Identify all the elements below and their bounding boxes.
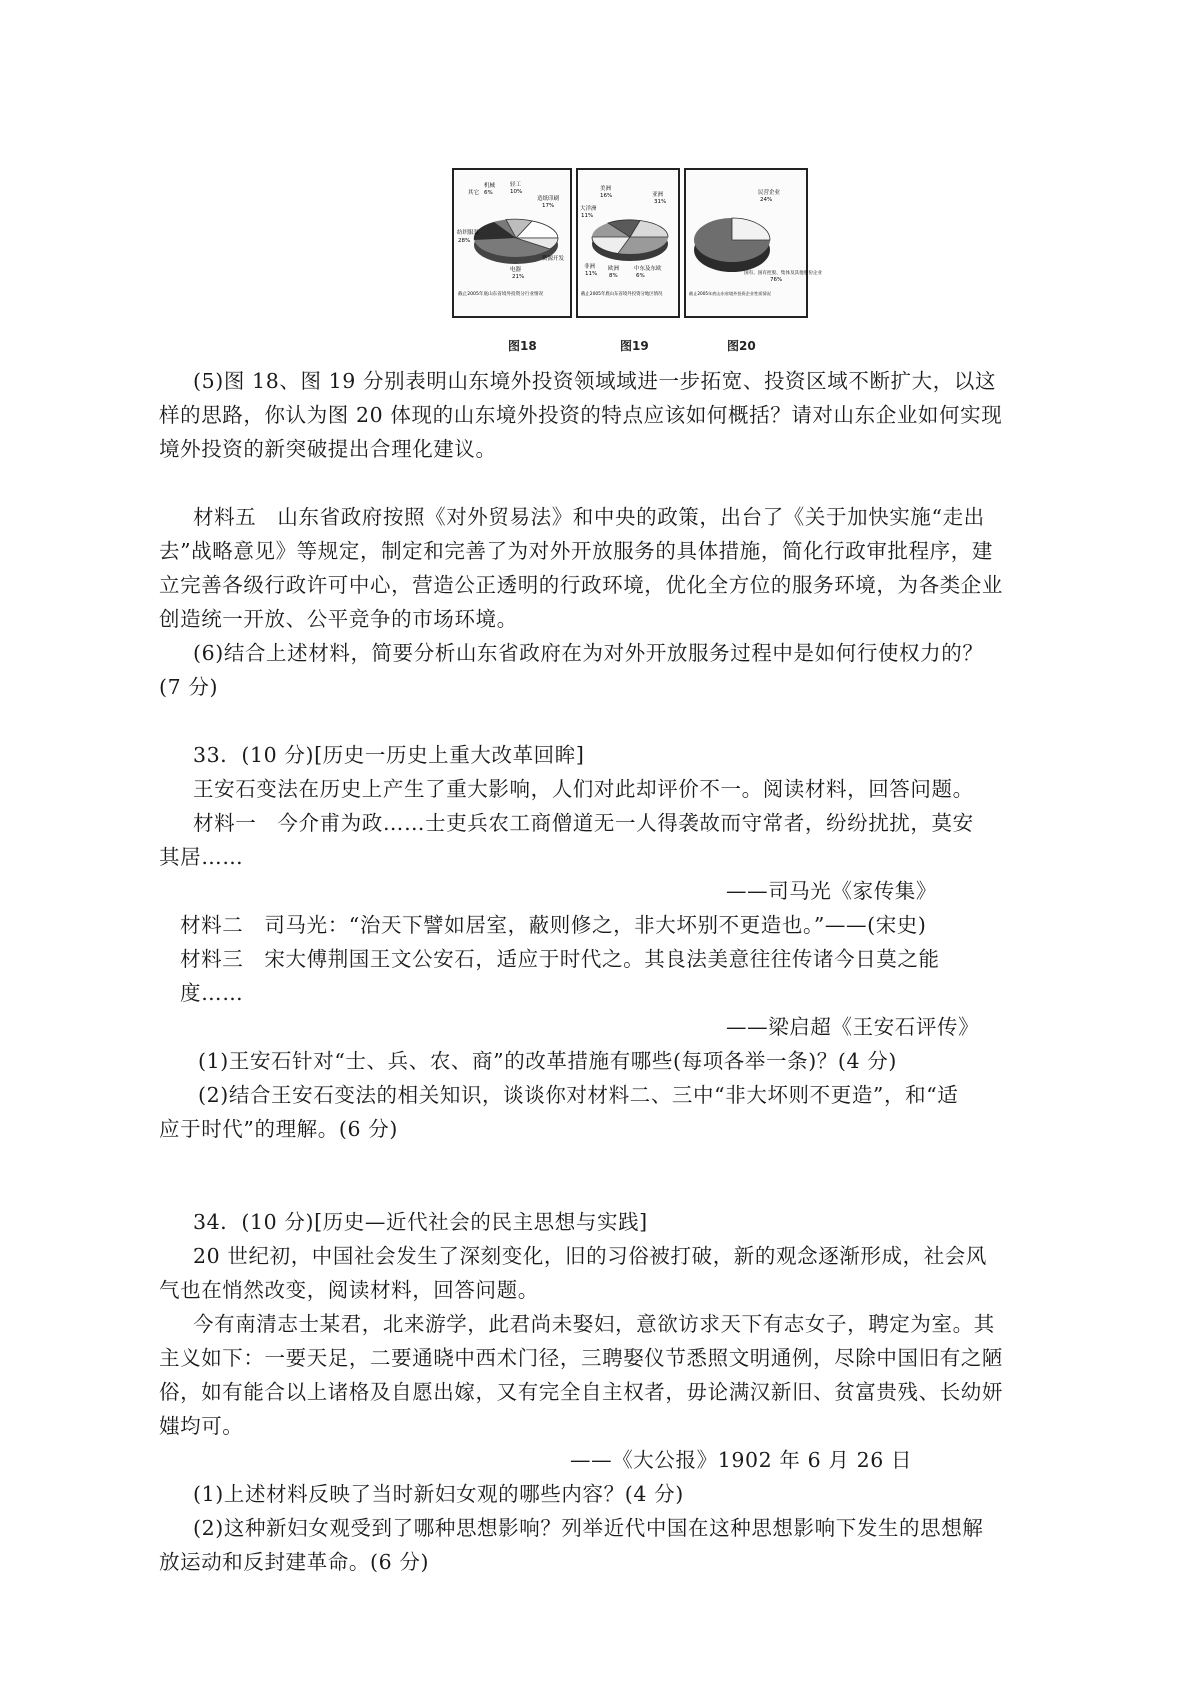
fig19-value-1: 31% bbox=[654, 199, 667, 205]
figure-19 bbox=[576, 168, 680, 318]
q6-line-1: (6)结合上述材料，简要分析山东省政府在为对外开放服务过程中是如何行使权力的？ bbox=[193, 641, 984, 665]
figure-18-svg bbox=[454, 170, 574, 320]
q34-heading: 34．(10 分)[历史—近代社会的民主思想与实践] bbox=[193, 1210, 648, 1234]
fig18-value-3: 28% bbox=[458, 238, 471, 244]
fig19-label-4: 欧洲 bbox=[608, 266, 620, 272]
q33-material-2: 材料二 司马光：“治天下譬如居室，蔽则修之，非大坏别不更造也。”——(宋史) bbox=[180, 913, 927, 937]
fig19-value-4: 8% bbox=[609, 273, 618, 279]
q34-material-line-1: 今有南清志士某君，北来游学，此君尚未娶妇，意欲访求天下有志女子，聘定为室。其 bbox=[193, 1312, 995, 1336]
material-5-line-3: 立完善各级行政许可中心，营造公正透明的行政环境，优化全方位的服务环境，为各类企业 bbox=[159, 573, 1003, 597]
fig18-value-4: 21% bbox=[512, 274, 525, 280]
fig19-label-3: 非洲 bbox=[584, 264, 596, 270]
figure-19-svg bbox=[578, 170, 682, 320]
q33-material-1-line-1: 材料一 今介甫为政……士吏兵农工商僧道无一人得袭故而守常者，纷纷扰扰，莫安 bbox=[193, 811, 974, 835]
q33-question-2-line-2: 应于时代”的理解。(6 分) bbox=[159, 1117, 398, 1141]
figure-18 bbox=[452, 168, 572, 318]
q33-intro: 王安石变法在历史上产生了重大影响，人们对此却评价不一。阅读材料，回答问题。 bbox=[193, 777, 974, 801]
fig18-label-5: 电器 bbox=[510, 267, 522, 273]
figure-19-caption: 图19 bbox=[620, 339, 649, 353]
material-5-line-4: 创造统一开放、公平竞争的市场环境。 bbox=[159, 607, 518, 631]
fig18-label-1: 机械 bbox=[484, 183, 496, 189]
q6-line-2: (7 分) bbox=[159, 675, 219, 699]
q34-question-1: (1)上述材料反映了当时新妇女观的哪些内容？(4 分) bbox=[193, 1482, 684, 1506]
figure-20-svg bbox=[686, 170, 823, 320]
q34-material-line-3: 俗，如有能合以上诸格及自愿出嫁，又有完全自主权者，毋论满汉新旧、贫富贵残、长幼妍 bbox=[159, 1380, 1003, 1404]
fig19-value-5: 6% bbox=[636, 273, 645, 279]
fig20-note: 截止2005年底山东省境外投资企业性质情况 bbox=[689, 291, 771, 296]
fig19-label-1: 亚洲 bbox=[652, 192, 664, 198]
fig19-value-0: 16% bbox=[600, 193, 613, 199]
q34-material-source: ——《大公报》1902 年 6 月 26 日 bbox=[570, 1448, 913, 1472]
figure-20 bbox=[684, 168, 823, 318]
q34-material-line-2: 主义如下：一要天足，二要通晓中西术门径，三聘娶仪节悉照文明通例，尽除中国旧有之陋 bbox=[159, 1346, 1003, 1370]
q34-question-2-line-1: (2)这种新妇女观受到了哪种思想影响？列举近代中国在这种思想影响下发生的思想解 bbox=[193, 1516, 984, 1540]
q34-intro-line-1: 20 世纪初，中国社会发生了深刻变化，旧的习俗被打破，新的观念逐渐形成，社会风 bbox=[193, 1244, 987, 1268]
q33-material-3-source: ——梁启超《王安石评传》 bbox=[726, 1015, 980, 1039]
fig20-value-1: 76% bbox=[770, 277, 783, 283]
fig19-value-2: 11% bbox=[581, 213, 594, 219]
fig20-label-0: 民营企业 bbox=[758, 190, 781, 196]
fig19-note: 截止2005年底山东省境外投资分地区情况 bbox=[581, 292, 663, 297]
fig18-value-0: 6% bbox=[484, 190, 493, 196]
fig18-label-4: 纺织服装 bbox=[457, 230, 480, 236]
q34-question-2-line-2: 放运动和反封建革命。(6 分) bbox=[159, 1550, 430, 1574]
q33-material-1-source: ——司马光《家传集》 bbox=[726, 879, 937, 903]
q33-heading: 33．(10 分)[历史一历史上重大改革回眸] bbox=[193, 743, 585, 767]
fig18-label-3: 造纸印刷 bbox=[537, 196, 560, 202]
fig19-label-0: 美洲 bbox=[600, 186, 612, 192]
q33-material-3-line-1: 材料三 宋大傅荆国王文公安石，适应于时代之。其良法美意往往传诸今日莫之能 bbox=[180, 947, 940, 971]
fig20-label-1: 国有、国有控股、集体及其他股份企业 bbox=[744, 271, 823, 276]
material-5-line-2: 去”战略意见》等规定，制定和完善了为对外开放服务的具体措施，简化行政审批程序，建 bbox=[159, 539, 993, 563]
q33-material-1-line-2: 其居…… bbox=[159, 845, 244, 869]
fig18-label-6: 资源开发 bbox=[542, 256, 565, 262]
fig19-value-3: 11% bbox=[585, 271, 598, 277]
fig20-slice-private bbox=[732, 218, 770, 240]
q5-line-3: 境外投资的新突破提出合理化建议。 bbox=[159, 437, 497, 461]
figure-20-caption: 图20 bbox=[727, 339, 756, 353]
fig18-value-1: 10% bbox=[510, 189, 523, 195]
pie-figures bbox=[452, 168, 823, 318]
fig19-label-2: 大洋洲 bbox=[580, 206, 597, 212]
q34-material-line-4: 媸均可。 bbox=[159, 1414, 244, 1438]
fig18-note: 截止2005年底山东省境外投资分行业情况 bbox=[458, 292, 544, 297]
fig19-label-5: 中东及东欧 bbox=[634, 266, 662, 272]
material-5-line-1: 材料五 山东省政府按照《对外贸易法》和中央的政策，出台了《关于加快实施“走出 bbox=[193, 505, 985, 529]
q5-line-2: 样的思路，你认为图 20 体现的山东境外投资的特点应该如何概括？请对山东企业如何实现 bbox=[159, 403, 1003, 427]
q33-question-2-line-1: (2)结合王安石变法的相关知识，谈谈你对材料二、三中“非大坏则不更造”，和“适 bbox=[198, 1083, 959, 1107]
q33-question-1: (1)王安石针对“士、兵、农、商”的改革措施有哪些(每项各举一条)？(4 分) bbox=[198, 1049, 897, 1073]
fig20-value-0: 24% bbox=[760, 197, 773, 203]
fig18-value-2: 17% bbox=[542, 203, 555, 209]
figure-18-caption: 图18 bbox=[508, 339, 537, 353]
q34-intro-line-2: 气也在悄然改变，阅读材料，回答问题。 bbox=[159, 1278, 539, 1302]
fig18-label-2: 轻工 bbox=[510, 182, 522, 188]
q33-material-3-line-2: 度…… bbox=[180, 981, 244, 1005]
fig18-label-0: 其它 bbox=[468, 190, 480, 196]
q5-line-1: (5)图 18、图 19 分别表明山东境外投资领域域进一步拓宽、投资区域不断扩大，以这 bbox=[193, 369, 997, 393]
